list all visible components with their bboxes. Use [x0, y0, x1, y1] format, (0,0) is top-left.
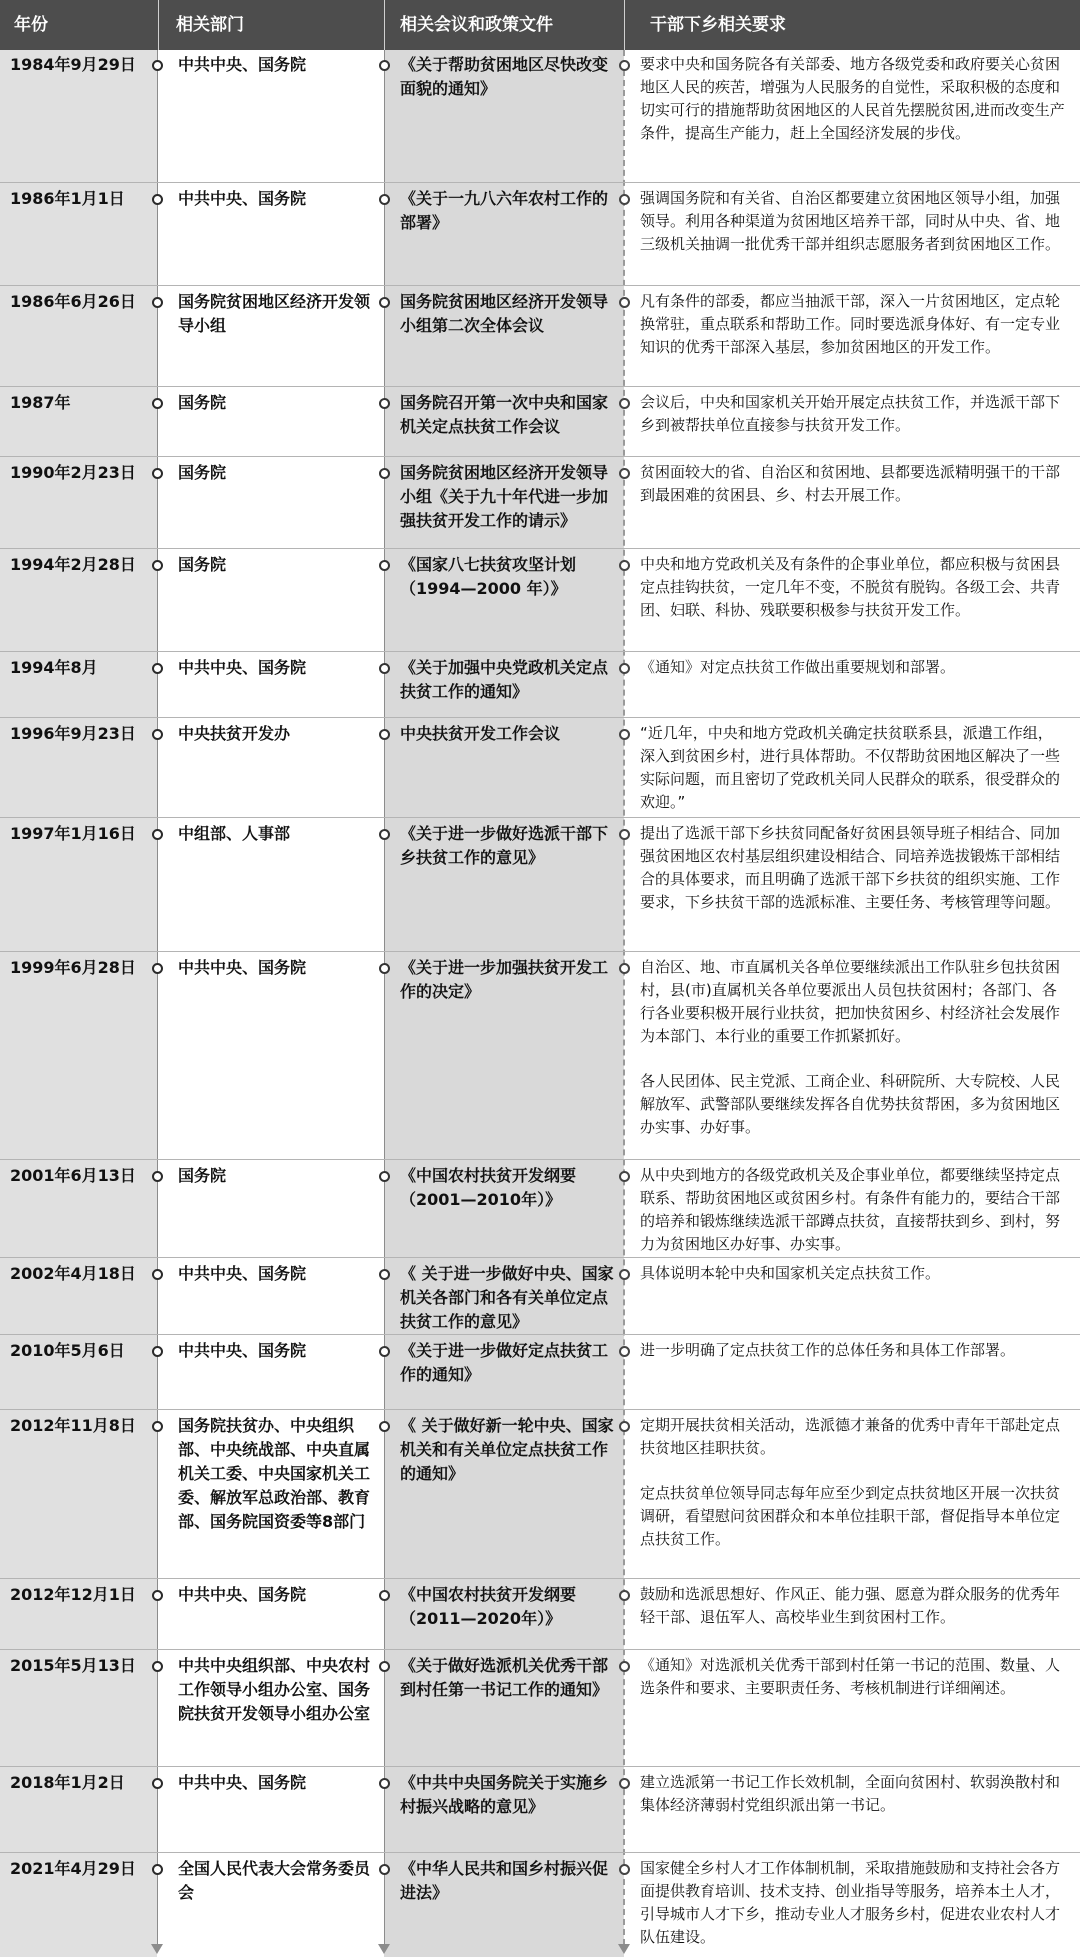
row-department: 国务院扶贫办、中央组织部、中央统战部、中央直属机关工委、中央国家机关工委、解放军总政治部、教育部、国务院国资委等8部门: [178, 1416, 371, 1531]
timeline-dot-icon: [152, 398, 163, 409]
row-divider: [0, 1766, 1080, 1767]
row-requirements: [640, 822, 1065, 914]
arrow-down-icon: [151, 1944, 163, 1954]
requirement-paragraph: 《通知》对定点扶贫工作做出重要规划和部署。: [640, 658, 956, 676]
row-document: 《关于进一步加强扶贫开发工作的决定》: [400, 958, 609, 1001]
requirement-paragraph: 要求中央和国务院各有关部委、地方各级党委和政府要关心贫困地区人民的疾苦，增强为人民服务的自觉性，采取积极的态度和切实可行的措施帮助贫困地区的人民首先摆脱贫困,进而改变生产条件，提高生产能力，赶上全国经济发展的步伐。: [640, 55, 1065, 142]
row-document: 《关于进一步做好选派干部下乡扶贫工作的意见》: [400, 824, 609, 867]
requirement-paragraph: 贫困面较大的省、自治区和贫困地、县都要选派精明强干的干部到最困难的贫困县、乡、村去开展工作。: [640, 463, 1061, 504]
timeline-dot-icon: [619, 468, 630, 479]
requirement-paragraph: 各人民团体、民主党派、工商企业、科研院所、大专院校、人民解放军、武警部队要继续发挥各自优势扶贫帮困，多为贫困地区办实事、办好事。: [640, 1072, 1061, 1136]
row-divider: [0, 651, 1080, 652]
row-document: 《关于帮助贫困地区尽快改变面貌的通知》: [400, 55, 609, 98]
timeline-dot-icon: [379, 560, 390, 571]
timeline-dot-icon: [152, 1269, 163, 1280]
row-year: 1994年8月: [10, 658, 98, 677]
timeline-dot-icon: [379, 663, 390, 674]
timeline-dot-icon: [619, 1590, 630, 1601]
timeline-dot-icon: [152, 194, 163, 205]
row-year: 2002年4月18日: [10, 1264, 136, 1283]
row-year: 2012年11月8日: [10, 1416, 136, 1435]
row-document: 《关于进一步做好定点扶贫工作的通知》: [400, 1341, 609, 1384]
row-department: 中共中央组织部、中央农村工作领导小组办公室、国务院扶贫开发领导小组办公室: [178, 1656, 371, 1723]
requirement-paragraph: 中央和地方党政机关及有条件的企事业单位，都应积极与贫困县定点挂钩扶贫，一定几年不变，不脱贫有脱钩。各级工会、共青团、妇联、科协、残联要积极参与扶贫开发工作。: [640, 555, 1061, 619]
row-requirements: [640, 956, 1065, 1139]
row-department: 中共中央、国务院: [178, 55, 307, 74]
row-document: 国务院贫困地区经济开发领导小组第二次全体会议: [400, 292, 609, 335]
row-requirements: [640, 1339, 1065, 1362]
row-document: 国务院召开第一次中央和国家机关定点扶贫工作会议: [400, 393, 609, 436]
timeline-dot-icon: [152, 729, 163, 740]
row-department: 国务院: [178, 393, 227, 412]
row-year: 1984年9月29日: [10, 55, 136, 74]
header-divider: [624, 0, 625, 50]
requirement-paragraph: 建立选派第一书记工作长效机制，全面向贫困村、软弱涣散村和集体经济薄弱村党组织派出第一书记。: [640, 1773, 1061, 1814]
timeline-dot-icon: [619, 729, 630, 740]
row-document: 《国家八七扶贫攻坚计划（1994—2000 年）》: [400, 555, 577, 598]
row-department: 中央扶贫开发办: [178, 724, 291, 743]
row-divider: [0, 1257, 1080, 1258]
timeline-dot-icon: [379, 963, 390, 974]
row-year: 2021年4月29日: [10, 1859, 136, 1878]
timeline-dot-icon: [619, 60, 630, 71]
row-divider: [0, 717, 1080, 718]
requirement-paragraph: 提出了选派干部下乡扶贫同配备好贫困县领导班子相结合、同加强贫困地区农村基层组织建设相结合、同培养选拔锻炼干部相结合的具体要求，而且明确了选派干部下乡扶贫的组织实施、工作要求，下乡扶贫干部的选派标准、主要任务、考核管理等问题。: [640, 824, 1061, 911]
row-year: 1990年2月23日: [10, 463, 136, 482]
timeline-dot-icon: [152, 963, 163, 974]
timeline-dot-icon: [379, 1661, 390, 1672]
row-department: 中共中央、国务院: [178, 1585, 307, 1604]
row-department: 中组部、人事部: [178, 824, 291, 843]
timeline-dot-icon: [379, 194, 390, 205]
timeline-dot-icon: [619, 194, 630, 205]
timeline-dot-icon: [379, 60, 390, 71]
arrow-down-icon: [378, 1944, 390, 1954]
timeline-dot-icon: [619, 1778, 630, 1789]
timeline-dot-icon: [379, 1864, 390, 1875]
requirement-paragraph: 定点扶贫单位领导同志每年应至少到定点扶贫地区开展一次扶贫调研，看望慰问贫困群众和本单位挂职干部，督促指导本单位定点扶贫工作。: [640, 1484, 1061, 1548]
row-divider: [0, 1159, 1080, 1160]
row-divider: [0, 1649, 1080, 1650]
row-department: 中共中央、国务院: [178, 658, 307, 677]
timeline-dot-icon: [379, 829, 390, 840]
row-department: 全国人民代表大会常务委员会: [178, 1859, 371, 1902]
row-document: 中央扶贫开发工作会议: [400, 724, 561, 743]
row-divider: [0, 548, 1080, 549]
arrow-down-icon: [618, 1944, 630, 1954]
row-document: 《中国农村扶贫开发纲要（2001—2010年）》: [400, 1166, 577, 1209]
row-document: 《中国农村扶贫开发纲要（2011—2020年）》: [400, 1585, 577, 1628]
timeline-dot-icon: [619, 1421, 630, 1432]
row-department: 中共中央、国务院: [178, 189, 307, 208]
timeline-dot-icon: [152, 468, 163, 479]
row-year: 1987年: [10, 393, 71, 412]
row-department: 国务院: [178, 463, 227, 482]
row-year: 1996年9月23日: [10, 724, 136, 743]
timeline-dot-icon: [619, 1864, 630, 1875]
row-divider: [0, 1578, 1080, 1579]
timeline-dot-icon: [619, 663, 630, 674]
requirement-paragraph: 进一步明确了定点扶贫工作的总体任务和具体工作部署。: [640, 1341, 1016, 1359]
row-department: 国务院: [178, 555, 227, 574]
row-department: 中共中央、国务院: [178, 1341, 307, 1360]
timeline-dot-icon: [152, 1864, 163, 1875]
row-document: 国务院贫困地区经济开发领导小组《关于九十年代进一步加强扶贫开发工作的请示》: [400, 463, 609, 530]
requirement-paragraph: 凡有条件的部委，都应当抽派干部，深入一片贫困地区，定点轮换常驻，重点联系和帮助工作。同时要选派身体好、有一定专业知识的优秀干部深入基层，参加贫困地区的开发工作。: [640, 292, 1061, 356]
row-requirements: [640, 1164, 1065, 1256]
row-requirements: [640, 656, 1065, 679]
timeline-dot-icon: [152, 663, 163, 674]
requirement-paragraph: 国家健全乡村人才工作体制机制，采取措施鼓励和支持社会各方面提供教育培训、技术支持、创业指导等服务，培养本土人才，引导城市人才下乡，推动专业人才服务乡村，促进农业农村人才队伍建设。: [640, 1859, 1061, 1946]
row-divider: [0, 386, 1080, 387]
header-year: 年份: [14, 15, 48, 35]
row-year: 2010年5月6日: [10, 1341, 125, 1360]
timeline-dot-icon: [152, 1590, 163, 1601]
row-year: 2015年5月13日: [10, 1656, 136, 1675]
row-year: 1986年1月1日: [10, 189, 125, 208]
row-year: 1999年6月28日: [10, 958, 136, 977]
row-requirements: [640, 1414, 1065, 1551]
row-requirements: [640, 461, 1065, 507]
timeline-dot-icon: [152, 60, 163, 71]
row-divider: [0, 951, 1080, 952]
row-document: 《关于一九八六年农村工作的部署》: [400, 189, 609, 232]
row-document: 《中华人民共和国乡村振兴促进法》: [400, 1859, 609, 1902]
row-year: 1986年6月26日: [10, 292, 136, 311]
timeline-dot-icon: [152, 1421, 163, 1432]
timeline-dot-icon: [619, 398, 630, 409]
row-divider: [0, 182, 1080, 183]
requirement-paragraph: 鼓励和选派思想好、作风正、能力强、愿意为群众服务的优秀年轻干部、退伍军人、高校毕业生到贫困村工作。: [640, 1585, 1061, 1626]
row-requirements: [640, 1583, 1065, 1629]
row-document: 《关于加强中央党政机关定点扶贫工作的通知》: [400, 658, 609, 701]
timeline-dot-icon: [379, 1778, 390, 1789]
row-department: 中共中央、国务院: [178, 958, 307, 977]
row-year: 1997年1月16日: [10, 824, 136, 843]
requirement-paragraph: 从中央到地方的各级党政机关及企事业单位，都要继续坚持定点联系、帮助贫困地区或贫困乡村。有条件有能力的，要结合干部的培养和锻炼继续选派干部蹲点扶贫，直接帮扶到乡、到村，努力为贫困地区办好事、办实事。: [640, 1166, 1061, 1253]
row-divider: [0, 1852, 1080, 1853]
row-divider: [0, 285, 1080, 286]
row-divider: [0, 456, 1080, 457]
row-requirements: [640, 53, 1065, 145]
row-document: 《关于做好选派机关优秀干部到村任第一书记工作的通知》: [400, 1656, 609, 1699]
row-divider: [0, 817, 1080, 818]
requirement-paragraph: 强调国务院和有关省、自治区都要建立贫困地区领导小组，加强领导。利用各种渠道为贫困地区培养干部，同时从中央、省、地三级机关抽调一批优秀干部并组织志愿服务者到贫困地区工作。: [640, 189, 1061, 253]
timeline-dot-icon: [379, 1269, 390, 1280]
row-year: 2012年12月1日: [10, 1585, 136, 1604]
requirement-paragraph: 具体说明本轮中央和国家机关定点扶贫工作。: [640, 1264, 941, 1282]
row-document: 《 关于进一步做好中央、国家机关各部门和各有关单位定点扶贫工作的意见》: [400, 1264, 614, 1331]
timeline-dot-icon: [379, 1421, 390, 1432]
timeline-dot-icon: [152, 1171, 163, 1182]
row-department: 国务院: [178, 1166, 227, 1185]
timeline-dot-icon: [619, 1171, 630, 1182]
row-requirements: [640, 722, 1065, 814]
row-year: 1994年2月28日: [10, 555, 136, 574]
row-requirements: [640, 1857, 1065, 1949]
header-divider: [384, 0, 385, 50]
timeline-dot-icon: [379, 297, 390, 308]
header-requirements: 干部下乡相关要求: [650, 15, 786, 35]
timeline-dot-icon: [379, 729, 390, 740]
table-header: [0, 0, 1080, 50]
row-department: 国务院贫困地区经济开发领导小组: [178, 292, 371, 335]
requirement-paragraph: 定期开展扶贫相关活动，选派德才兼备的优秀中青年干部赴定点扶贫地区挂职扶贫。: [640, 1416, 1061, 1457]
timeline-dot-icon: [619, 1269, 630, 1280]
row-requirements: [640, 391, 1065, 437]
timeline-dot-icon: [379, 1171, 390, 1182]
timeline-dot-icon: [619, 829, 630, 840]
timeline-dot-icon: [152, 297, 163, 308]
timeline-dot-icon: [152, 560, 163, 571]
timeline-dot-icon: [619, 560, 630, 571]
timeline-dot-icon: [379, 468, 390, 479]
row-requirements: [640, 553, 1065, 622]
timeline-dot-icon: [619, 1346, 630, 1357]
timeline-dot-icon: [379, 1346, 390, 1357]
row-divider: [0, 1334, 1080, 1335]
row-document: 《 关于做好新一轮中央、国家机关和有关单位定点扶贫工作的通知》: [400, 1416, 614, 1483]
row-department: 中共中央、国务院: [178, 1773, 307, 1792]
row-requirements: [640, 1262, 1065, 1285]
timeline-dot-icon: [379, 398, 390, 409]
row-year: 2001年6月13日: [10, 1166, 136, 1185]
timeline-dot-icon: [619, 1661, 630, 1672]
timeline-dot-icon: [152, 1778, 163, 1789]
row-requirements: [640, 290, 1065, 359]
timeline-dot-icon: [152, 1661, 163, 1672]
header-divider: [158, 0, 159, 50]
row-requirements: [640, 1654, 1065, 1700]
row-document: 《中共中央国务院关于实施乡村振兴战略的意见》: [400, 1773, 609, 1816]
requirement-paragraph: 自治区、地、市直属机关各单位要继续派出工作队驻乡包扶贫困村，县(市)直属机关各单位要派出人员包扶贫困村；各部门、各行各业要积极开展行业扶贫，把加快贫困乡、村经济社会发展作为本部门、本行业的重要工作抓紧抓好。: [640, 958, 1061, 1045]
row-department: 中共中央、国务院: [178, 1264, 307, 1283]
header-department: 相关部门: [176, 15, 244, 35]
requirement-paragraph: 会议后，中央和国家机关开始开展定点扶贫工作，并选派干部下乡到被帮扶单位直接参与扶贫开发工作。: [640, 393, 1061, 434]
timeline-dot-icon: [379, 1590, 390, 1601]
row-divider: [0, 1409, 1080, 1410]
header-document: 相关会议和政策文件: [400, 15, 553, 35]
row-requirements: [640, 1771, 1065, 1817]
requirement-paragraph: “近几年，中央和地方党政机关确定扶贫联系县，派遣工作组，深入到贫困乡村，进行具体帮助。不仅帮助贫困地区解决了一些实际问题，而且密切了党政机关同人民群众的联系，很受群众的欢迎。”: [640, 724, 1061, 811]
requirement-paragraph: 《通知》对选派机关优秀干部到村任第一书记的范围、数量、人选条件和要求、主要职责任务、考核机制进行详细阐述。: [640, 1656, 1061, 1697]
timeline-dot-icon: [152, 829, 163, 840]
row-year: 2018年1月2日: [10, 1773, 125, 1792]
timeline-dot-icon: [619, 963, 630, 974]
row-requirements: [640, 187, 1065, 256]
timeline-dot-icon: [152, 1346, 163, 1357]
timeline-dot-icon: [619, 297, 630, 308]
